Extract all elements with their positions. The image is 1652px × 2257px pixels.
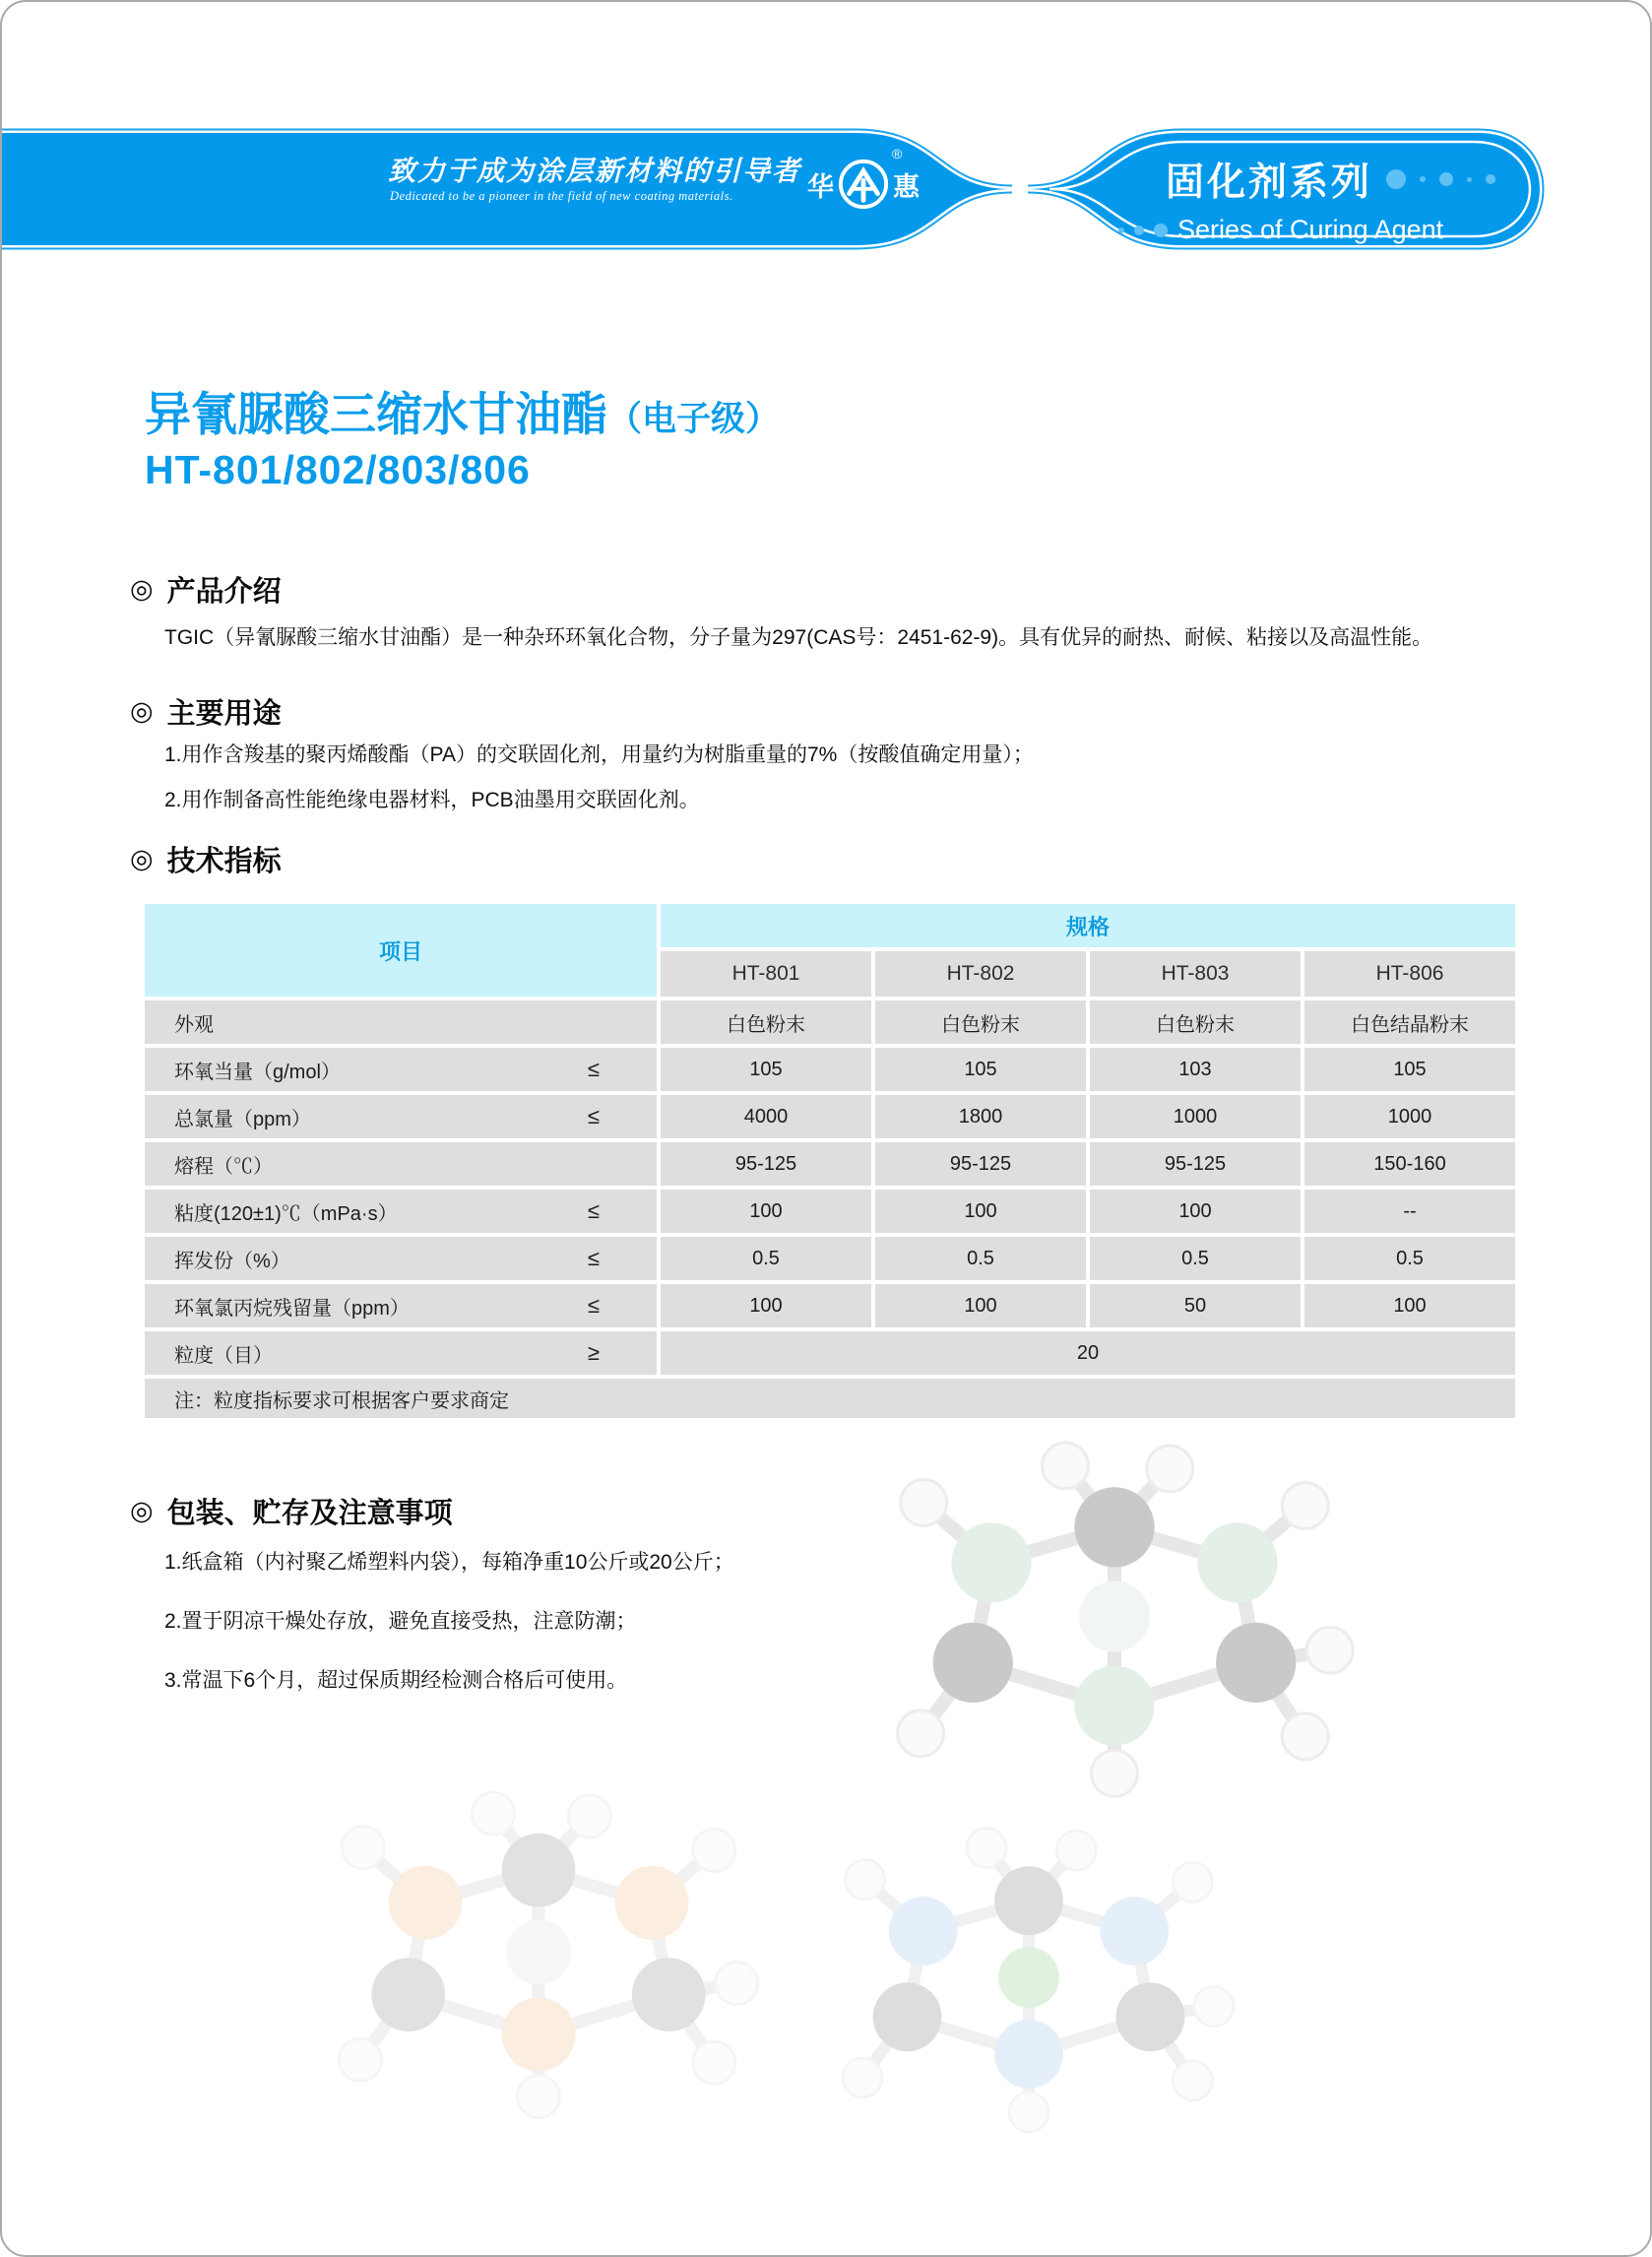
row-value: 白色粉末	[661, 1000, 871, 1044]
section-heading-text: 主要用途	[166, 698, 282, 730]
registered-trademark-icon: ®	[892, 146, 903, 161]
model-header: HT-801	[661, 951, 871, 997]
molecule-dot-icon	[1154, 224, 1168, 237]
molecule-dot-icon	[1134, 226, 1144, 235]
row-value: 0.5	[1304, 1237, 1515, 1280]
model-header: HT-803	[1090, 951, 1301, 997]
row-name	[145, 1284, 657, 1327]
product-name: 异氰脲酸三缩水甘油酯	[145, 388, 607, 440]
row-label: 挥发份（%）	[174, 1250, 290, 1272]
row-name	[145, 1048, 657, 1091]
row-value: 白色结晶粉末	[1304, 1000, 1515, 1044]
row-label: 环氧氯丙烷残留量（ppm）	[174, 1297, 410, 1320]
row-value: 白色粉末	[1090, 1000, 1301, 1044]
row-name	[145, 1190, 657, 1233]
row-value: 150-160	[1304, 1142, 1515, 1186]
row-symbol: ≤	[587, 1057, 600, 1081]
row-value: 95-125	[661, 1142, 871, 1186]
section-heading-text: 技术指标	[166, 846, 282, 877]
molecule-dot-icon	[1386, 169, 1406, 189]
row-value: 0.5	[661, 1237, 871, 1280]
molecule-dot-icon	[1420, 176, 1426, 182]
logo-char-left: 华	[807, 171, 834, 202]
series-subtitle: Series of Curing Agent	[1177, 215, 1444, 244]
row-value: 1800	[875, 1095, 1086, 1138]
series-subtitle-row	[1118, 215, 1443, 245]
series-title: 固化剂系列	[1166, 161, 1373, 204]
section-bullet-icon: ◎	[130, 574, 154, 604]
row-label: 熔程（℃）	[174, 1155, 273, 1178]
usage-item: 1.用作含羧基的聚丙烯酸酯（PA）的交联固化剂，用量约为树脂重量的7%（按酸值确定用量）；	[164, 743, 1034, 766]
item-column-header: 项目	[145, 904, 657, 997]
row-value-span: 20	[661, 1331, 1515, 1375]
section-heading-usage	[130, 691, 282, 732]
row-symbol: ≤	[587, 1246, 600, 1270]
model-header: HT-802	[875, 951, 1086, 997]
row-value: 100	[661, 1284, 871, 1327]
logo-char-right: 惠	[893, 171, 920, 202]
section-heading-text: 包装、贮存及注意事项	[166, 1498, 453, 1529]
row-label: 粒度（目）	[174, 1344, 273, 1367]
product-title	[145, 378, 780, 444]
molecule-dot-icon	[1439, 172, 1453, 186]
company-slogan-english: Dedicated to be a pioneer in the field of new coating materials.	[390, 189, 733, 203]
top-banner	[2, 128, 1652, 250]
row-label: 总氯量（ppm）	[174, 1108, 311, 1130]
packaging-item: 3.常温下6个月，超过保质期经检测合格后可使用。	[164, 1669, 628, 1692]
row-name	[145, 1142, 657, 1186]
spec-column-header: 规格	[661, 904, 1515, 947]
packaging-item: 1.纸盒箱（内衬聚乙烯塑料内袋），每箱净重10公斤或20公斤；	[164, 1551, 734, 1574]
row-symbol: ≤	[587, 1198, 600, 1223]
molecule-dot-icon	[1467, 177, 1472, 182]
row-value: 105	[661, 1048, 871, 1091]
table-note: 注：粒度指标要求可根据客户要求商定	[145, 1379, 1515, 1418]
model-header: HT-806	[1304, 951, 1515, 997]
molecule-dot-icon	[1486, 174, 1495, 184]
packaging-item: 2.置于阴凉干燥处存放，避免直接受热，注意防潮；	[164, 1610, 637, 1633]
row-value: 100	[875, 1190, 1086, 1233]
row-value: 100	[1304, 1284, 1515, 1327]
row-value: 1000	[1304, 1095, 1515, 1138]
section-heading-specs	[130, 839, 282, 879]
row-name	[145, 1000, 657, 1044]
row-value: 95-125	[1090, 1142, 1301, 1186]
molecule-watermark	[817, 1819, 1240, 2136]
section-bullet-icon: ◎	[130, 1496, 154, 1525]
huahui-logo	[807, 146, 920, 211]
series-title-row	[1166, 152, 1495, 207]
row-value: 4000	[661, 1095, 871, 1138]
molecule-watermark	[312, 1782, 765, 2122]
row-value: 105	[875, 1048, 1086, 1091]
row-value: 白色粉末	[875, 1000, 1086, 1044]
row-label: 粘度(120±1)℃（mPa·s）	[174, 1202, 398, 1225]
molecule-dot-icon	[1118, 227, 1124, 233]
row-name	[145, 1331, 657, 1375]
row-value: 103	[1090, 1048, 1301, 1091]
intro-paragraph: TGIC（异氰脲酸三缩水甘油酯）是一种杂环环氧化合物，分子量为297(CAS号：2451-62-9)。具有优异的耐热、耐候、粘接以及高温性能。	[164, 626, 1433, 649]
section-heading-packaging	[130, 1491, 453, 1531]
spec-table	[145, 904, 1515, 1418]
row-symbol: ≥	[587, 1340, 600, 1365]
row-value: 0.5	[875, 1237, 1086, 1280]
row-value: 95-125	[875, 1142, 1086, 1186]
product-grade: （电子级）	[607, 400, 781, 438]
row-value: 100	[1090, 1190, 1301, 1233]
row-label: 外观	[174, 1013, 214, 1036]
row-value: 100	[661, 1190, 871, 1233]
product-models: HT-801/802/803/806	[145, 447, 531, 492]
row-name	[145, 1095, 657, 1138]
section-bullet-icon: ◎	[130, 696, 154, 726]
huahui-logo-emblem-icon	[837, 158, 890, 211]
section-bullet-icon: ◎	[130, 844, 154, 873]
row-value: 1000	[1090, 1095, 1301, 1138]
row-value: --	[1304, 1190, 1515, 1233]
row-label: 环氧当量（g/mol）	[174, 1061, 341, 1083]
row-value: 100	[875, 1284, 1086, 1327]
row-value: 105	[1304, 1048, 1515, 1091]
usage-item: 2.用作制备高性能绝缘电器材料，PCB油墨用交联固化剂。	[164, 789, 700, 811]
row-symbol: ≤	[587, 1293, 600, 1318]
company-slogan: 致力于成为涂层新材料的引导者	[388, 157, 802, 187]
row-name	[145, 1237, 657, 1280]
section-heading-intro	[130, 569, 282, 610]
row-value: 50	[1090, 1284, 1301, 1327]
row-symbol: ≤	[587, 1104, 600, 1128]
molecule-watermark	[868, 1432, 1361, 1801]
section-heading-text: 产品介绍	[166, 576, 282, 608]
row-value: 0.5	[1090, 1237, 1301, 1280]
